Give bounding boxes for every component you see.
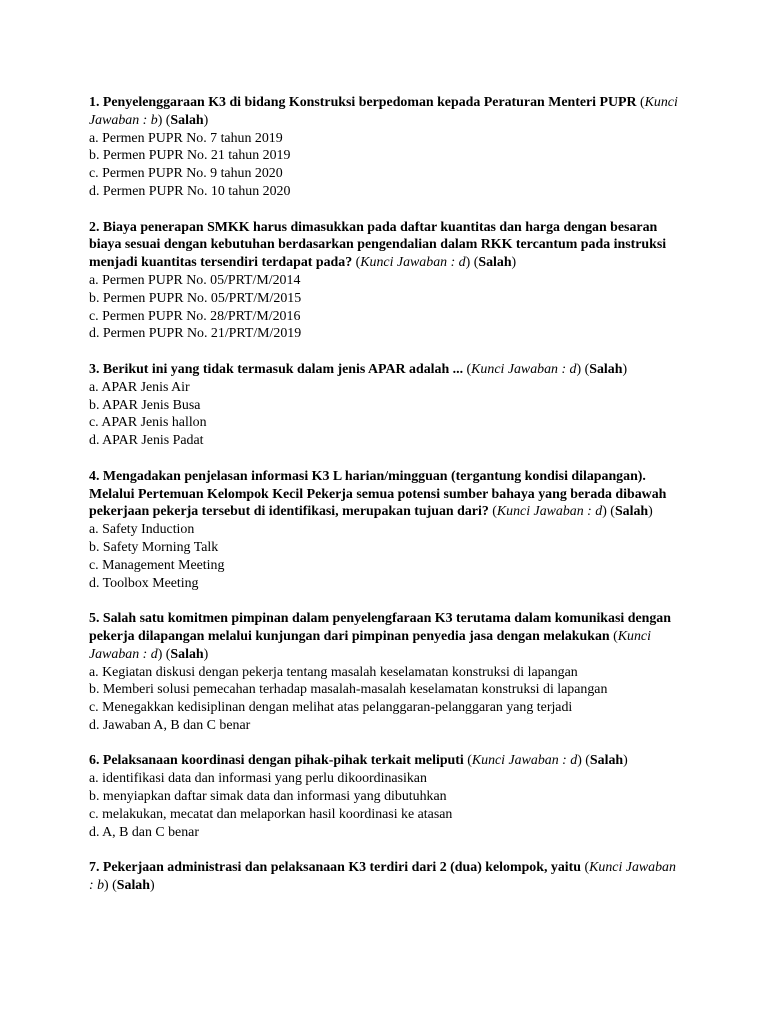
answer-key: Kunci Jawaban : b bbox=[89, 860, 676, 894]
question-text: 7. Pekerjaan administrasi dan pelaksanaan K3 terdiri dari 2 (dua) kelompok, yaitu bbox=[89, 860, 582, 876]
option-d: d. Permen PUPR No. 21/PRT/M/2019 bbox=[89, 326, 302, 342]
option-c: c. melakukan, mecatat dan melaporkan hasil koordinasi ke atasan bbox=[89, 806, 453, 822]
option-a: a. APAR Jenis Air bbox=[89, 379, 190, 395]
question-text: 5. Salah satu komitmen pimpinan dalam penyelengfaraan K3 terutama dalam komunikasi dengan pekerja dilapangan melalui kunjungan dari pimpinan penyedia jasa dengan melakukan bbox=[89, 611, 671, 644]
question-stem: 6. Pelaksanaan koordinasi dengan pihak-pihak terkait meliputi (Kunci Jawaban : d) (Salah) bbox=[89, 753, 628, 769]
option-b: b. APAR Jenis Busa bbox=[89, 397, 201, 413]
question-stem: 7. Pekerjaan administrasi dan pelaksanaan K3 terdiri dari 2 (dua) kelompok, yaitu (Kunci Jawaban : b) (Salah) bbox=[89, 860, 676, 894]
answer-key: Kunci Jawaban : d bbox=[360, 255, 466, 271]
answer-status: Salah bbox=[589, 753, 624, 769]
option-c: c. Management Meeting bbox=[89, 557, 225, 573]
question-text: 6. Pelaksanaan koordinasi dengan pihak-pihak terkait meliputi bbox=[89, 753, 464, 769]
answer-key: Kunci Jawaban : d bbox=[471, 361, 577, 377]
question-5 bbox=[89, 610, 679, 735]
option-d: d. Jawaban A, B dan C benar bbox=[89, 717, 251, 733]
question-stem: 1. Penyelenggaraan K3 di bidang Konstruksi berpedoman kepada Peraturan Menteri PUPR (Kunci Jawaban : b) (Salah) bbox=[89, 95, 678, 128]
option-c: c. APAR Jenis hallon bbox=[89, 415, 207, 431]
option-d: d. Toolbox Meeting bbox=[89, 575, 199, 591]
document-page bbox=[89, 94, 679, 913]
option-b: b. menyiapkan daftar simak data dan informasi yang dibutuhkan bbox=[89, 789, 447, 805]
option-c: c. Permen PUPR No. 28/PRT/M/2016 bbox=[89, 308, 301, 324]
question-text: 4. Mengadakan penjelasan informasi K3 L harian/mingguan (tergantung kondisi dilapangan). Melalui Pertemuan Kelompok Kecil Pekerja semua potensi sumber bahaya yang berada dibawah pekerjaan pekerja tersebut di identifikasi, merupakan tujuan dari? bbox=[89, 468, 667, 520]
answer-status: Salah bbox=[116, 878, 150, 894]
option-c: c. Menegakkan kedisiplinan dengan melihat atas pelanggaran-pelanggaran yang terjadi bbox=[89, 700, 573, 716]
answer-status: Salah bbox=[614, 504, 649, 520]
answer-key: Kunci Jawaban : d bbox=[496, 504, 603, 520]
question-3 bbox=[89, 361, 679, 450]
option-d: d. APAR Jenis Padat bbox=[89, 433, 204, 449]
answer-status: Salah bbox=[589, 361, 623, 377]
answer-status: Salah bbox=[170, 112, 204, 128]
question-1 bbox=[89, 94, 679, 201]
question-7 bbox=[89, 859, 679, 895]
question-text: 3. Berikut ini yang tidak termasuk dalam jenis APAR adalah ... bbox=[89, 361, 464, 377]
option-a: a. Kegiatan diskusi dengan pekerja tentang masalah keselamatan konstruksi di lapangan bbox=[89, 664, 578, 680]
question-stem: 2. Biaya penerapan SMKK harus dimasukkan pada daftar kuantitas dan harga dengan besaran biaya sesuai dengan kebutuhan berdasarkan pengendalian dalam RKK tercantum pada instruksi menjadi kuantitas tersendiri terdapat pada? (Kunci Jawaban : d) (Salah) bbox=[89, 219, 667, 271]
answer-key: Kunci Jawaban : d bbox=[89, 628, 651, 662]
question-stem: 5. Salah satu komitmen pimpinan dalam penyelengfaraan K3 terutama dalam komunikasi dengan pekerja dilapangan melalui kunjungan dari pimpinan penyedia jasa dengan melakukan (Kunci Jawaban : d) (Salah) bbox=[89, 611, 671, 662]
question-stem: 3. Berikut ini yang tidak termasuk dalam jenis APAR adalah ... (Kunci Jawaban : d) (Salah) bbox=[89, 361, 628, 377]
question-2 bbox=[89, 219, 679, 344]
option-b: b. Permen PUPR No. 05/PRT/M/2015 bbox=[89, 290, 302, 306]
option-b: b. Safety Morning Talk bbox=[89, 539, 219, 555]
question-4 bbox=[89, 468, 679, 593]
option-a: a. Safety Induction bbox=[89, 522, 195, 538]
option-b: b. Memberi solusi pemecahan terhadap masalah-masalah keselamatan konstruksi di lapangan bbox=[89, 682, 608, 698]
answer-key: Kunci Jawaban : b bbox=[89, 95, 678, 128]
option-a: a. identifikasi data dan informasi yang perlu dikoordinasikan bbox=[89, 771, 427, 787]
option-b: b. Permen PUPR No. 21 tahun 2019 bbox=[89, 148, 291, 164]
option-a: a. Permen PUPR No. 7 tahun 2019 bbox=[89, 130, 283, 146]
option-c: c. Permen PUPR No. 9 tahun 2020 bbox=[89, 166, 283, 182]
option-d: d. A, B dan C benar bbox=[89, 824, 199, 840]
question-stem: 4. Mengadakan penjelasan informasi K3 L harian/mingguan (tergantung kondisi dilapangan). Melalui Pertemuan Kelompok Kecil Pekerja semua potensi sumber bahaya yang berada dibawah pekerjaan pekerja tersebut di identifikasi, merupakan tujuan dari? (Kunci Jawaban : d) (Salah) bbox=[89, 468, 667, 520]
option-d: d. Permen PUPR No. 10 tahun 2020 bbox=[89, 183, 291, 199]
question-6 bbox=[89, 752, 679, 841]
question-text: 1. Penyelenggaraan K3 di bidang Konstruksi berpedoman kepada Peraturan Menteri PUPR bbox=[89, 95, 637, 110]
answer-status: Salah bbox=[170, 646, 204, 662]
question-text: 2. Biaya penerapan SMKK harus dimasukkan pada daftar kuantitas dan harga dengan besaran biaya sesuai dengan kebutuhan berdasarkan pengendalian dalam RKK tercantum pada instruksi menjadi kuantitas tersendiri terdapat pada? bbox=[89, 219, 667, 271]
answer-key: Kunci Jawaban : d bbox=[471, 753, 578, 769]
answer-status: Salah bbox=[478, 255, 512, 271]
option-a: a. Permen PUPR No. 05/PRT/M/2014 bbox=[89, 272, 301, 288]
